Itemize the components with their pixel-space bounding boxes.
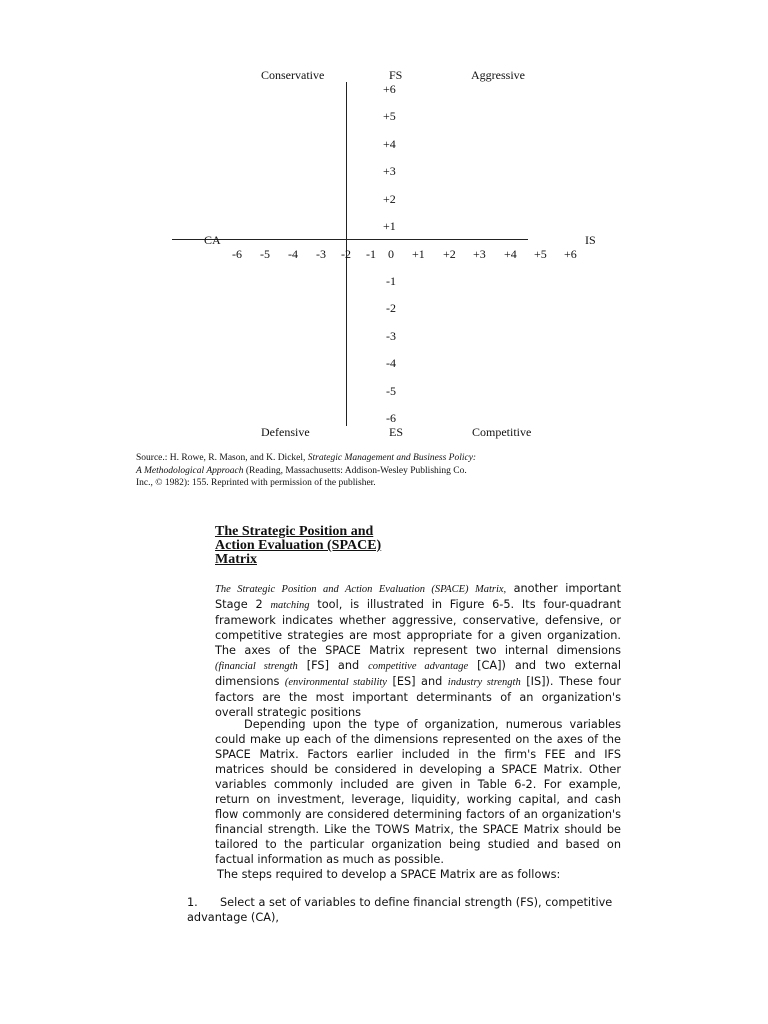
x-tick-label: 0 [388,247,394,261]
source-suffix: (Reading, Massachusetts: Addison-Wesley Publishing Co. Inc., © 1982): 155. Reprinted with permission of the publisher. [136,465,467,488]
x-tick-label: -2 [341,247,351,261]
x-tick-label: -1 [366,247,376,261]
y-tick-label: -1 [386,274,396,288]
axis-ca-label: CA [204,233,221,247]
paragraph-text: [CA]) and two external dimensions [215,659,621,688]
x-tick-label: -4 [288,247,298,261]
x-tick-label: +6 [564,247,577,261]
y-tick-label: +6 [383,82,396,96]
term-industry-strength: industry strength [447,677,521,688]
term-matching: matching [270,600,310,611]
step-list-item [187,895,627,925]
quadrant-conservative-label: Conservative [261,68,325,82]
paragraph-text: tool, is illustrated in Figure 6-5. Its four-quadrant framework indicates whether aggressive, conservative, defensive, or competitive strategies are most appropriate for a given organization. The axes of the SPACE Matrix represent two internal dimensions [215,598,622,657]
section-heading-line: Matrix [215,552,257,567]
quadrant-defensive-label: Defensive [261,425,310,439]
horizontal-axis-line [172,239,528,240]
x-tick-label: +5 [534,247,547,261]
term-financial-strength: (financial strength [215,661,298,672]
step-text: Select a set of variables to define financial strength (FS), competitive advantage (CA), [187,896,613,924]
x-tick-label: +4 [504,247,517,261]
y-tick-label: +3 [383,164,396,178]
term-environmental-stability: (environmental stability [284,677,387,688]
axis-is-label: IS [585,233,596,247]
x-tick-label: +3 [473,247,486,261]
term-space-matrix: The Strategic Position and Action Evaluation (SPACE) Matrix, [215,584,507,595]
y-tick-label: +2 [383,192,396,206]
quadrant-competitive-label: Competitive [472,425,532,439]
x-tick-label: +2 [443,247,456,261]
y-tick-label: -4 [386,356,396,370]
x-tick-label: -3 [316,247,326,261]
y-tick-label: -3 [386,329,396,343]
x-tick-label: -6 [232,247,242,261]
paragraph-text: [ES] and [386,675,448,688]
y-tick-label: +5 [383,109,396,123]
axis-fs-label: FS [389,68,403,82]
source-title: Strategic Management and Business Policy: A Methodological Approach [136,453,477,476]
step-number: 1. [187,896,198,909]
section-heading-line: Action Evaluation (SPACE) [215,538,382,553]
section-heading [215,525,381,567]
y-tick-label: -5 [386,384,396,398]
quadrant-aggressive-label: Aggressive [471,68,525,82]
y-tick-label: +1 [383,219,396,233]
source-prefix: Source.: H. Rowe, R. Mason, and K. Dickel, [136,453,308,463]
paragraph-text: another important Stage 2 [215,582,622,611]
y-tick-label: -6 [386,411,396,425]
paragraph-text: [FS] and [297,659,369,672]
paragraph-steps-intro: The steps required to develop a SPACE Matrix are as follows: [217,868,561,881]
y-tick-label: +4 [383,137,396,151]
x-tick-label: -5 [260,247,270,261]
section-heading-line: The Strategic Position and [215,524,374,539]
paragraph-variables: Depending upon the type of organization, numerous variables could make up each of the dimensions represented on the axes of the SPACE Matrix. Factors earlier included in the firm's FEE and IFS matrices should be considered in developing a SPACE Matrix. Other variables commonly included are given in Table 6-2. For example, return on investment, leverage, liquidity, working capital, and cash flow commonly are considered determining factors of an organization's financial strength. Like the TOWS Matrix, the SPACE Matrix should be tailored to the particular organization being studied and based on factual information as much as possible. [215,718,621,866]
term-competitive-advantage: competitive advantage [368,661,469,672]
axis-es-label: ES [389,425,404,439]
figure-source-citation [136,452,481,490]
x-tick-label: +1 [412,247,425,261]
paragraph-text: [IS]). These four factors are the most important determinants of an organization's overall strategic positions [215,675,621,719]
y-tick-label: -2 [386,301,396,315]
paragraph-intro [215,581,621,720]
